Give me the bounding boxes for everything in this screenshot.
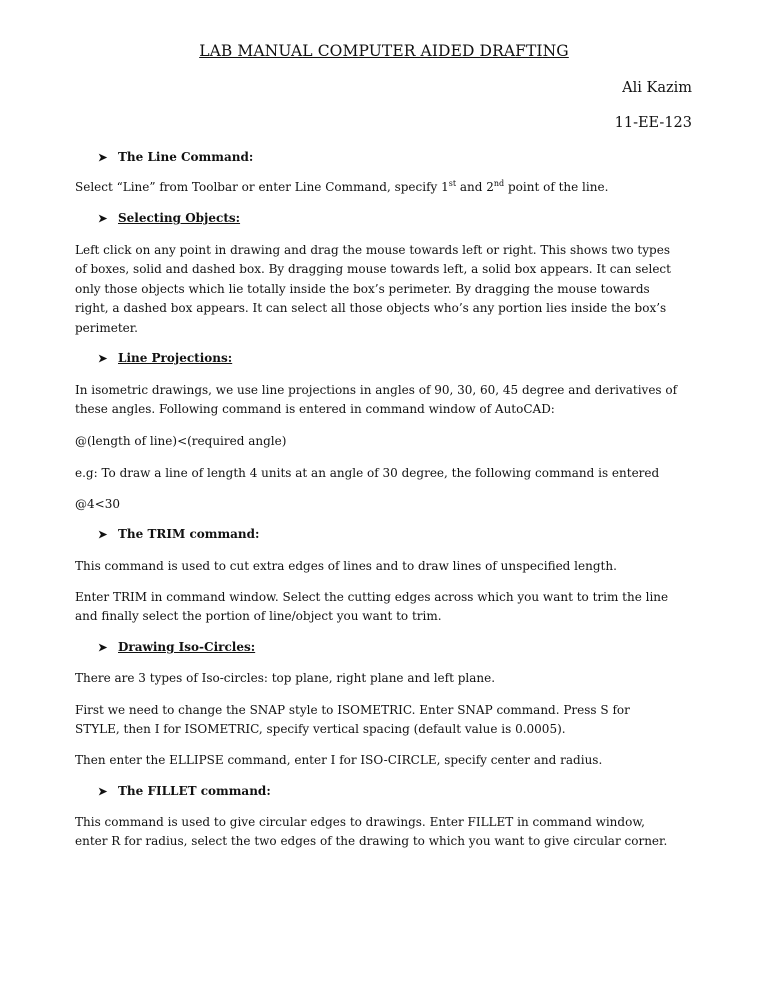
paragraph-line: perimeter. — [75, 320, 138, 335]
paragraph-line: right, a dashed box appears. It can select all those objects who’s any portion lies inside the box’s — [75, 301, 667, 316]
heading-text: Selecting Objects: — [118, 211, 241, 225]
paragraph-line: This command is used to give circular edges to drawings. Enter FILLET in command window, — [75, 815, 645, 829]
heading-text: Drawing Iso-Circles: — [118, 640, 256, 654]
paragraph-line: these angles. Following command is entered in command window of AutoCAD: — [75, 402, 555, 417]
paragraph-trim-2 — [75, 588, 693, 627]
example-command: @4<30 — [75, 497, 120, 511]
heading-text: The Line Command: — [118, 150, 254, 164]
paragraph-line: In isometric drawings, we use line projections in angles of 90, 30, 60, 45 degree and derivatives of — [75, 383, 678, 397]
paragraph-iso-circles-3: Then enter the ELLIPSE command, enter I for ISO-CIRCLE, specify center and radius. — [75, 753, 603, 767]
paragraph-fillet — [75, 813, 693, 852]
heading-line-command — [98, 150, 253, 164]
arrow-bullet-icon: ➤ — [98, 151, 108, 164]
author-name: Ali Kazim — [622, 80, 692, 96]
arrow-bullet-icon: ➤ — [98, 641, 108, 654]
paragraph-line: STYLE, then I for ISOMETRIC, specify vertical spacing (default value is 0.0005). — [75, 722, 566, 737]
paragraph-line: Enter TRIM in command window. Select the cutting edges across which you want to trim the line — [75, 590, 669, 604]
arrow-bullet-icon: ➤ — [98, 785, 108, 798]
heading-text: Line Projections: — [118, 351, 233, 365]
text-segment: Select “Line” from Toolbar or enter Line Command, specify 1 — [75, 180, 449, 194]
heading-fillet — [98, 784, 271, 798]
heading-text: The FILLET command: — [118, 784, 271, 798]
heading-trim — [98, 527, 259, 541]
heading-line-projections — [98, 351, 232, 365]
paragraph-line: enter R for radius, select the two edges of the drawing to which you want to give circular corner. — [75, 834, 668, 849]
paragraph-line: of boxes, solid and dashed box. By dragging mouse towards left, a solid box appears. It can select — [75, 262, 671, 277]
arrow-bullet-icon: ➤ — [98, 212, 108, 225]
arrow-bullet-icon: ➤ — [98, 352, 108, 365]
heading-selecting-objects — [98, 211, 240, 225]
author-id: 11-EE-123 — [614, 115, 692, 131]
paragraph-iso-circles-1: There are 3 types of Iso-circles: top plane, right plane and left plane. — [75, 671, 496, 685]
text-segment: point of the line. — [504, 180, 609, 194]
paragraph-trim-1: This command is used to cut extra edges of lines and to draw lines of unspecified length. — [75, 559, 617, 573]
document-title: LAB MANUAL COMPUTER AIDED DRAFTING — [199, 42, 569, 60]
paragraph-line-command — [75, 178, 693, 197]
heading-iso-circles — [98, 640, 255, 654]
heading-text: The TRIM command: — [118, 527, 260, 541]
paragraph-iso-circles-2 — [75, 701, 693, 740]
arrow-bullet-icon: ➤ — [98, 528, 108, 541]
paragraph-line: and finally select the portion of line/object you want to trim. — [75, 609, 442, 624]
paragraph-line: only those objects which lie totally inside the box’s perimeter. By dragging the mouse towards — [75, 281, 650, 296]
paragraph-line: Left click on any point in drawing and drag the mouse towards left or right. This shows two types — [75, 243, 670, 257]
paragraph-selecting-objects — [75, 241, 693, 338]
example-text: e.g: To draw a line of length 4 units at an angle of 30 degree, the following command is entered — [75, 466, 660, 480]
command-syntax: @(length of line)<(required angle) — [75, 434, 287, 448]
superscript-st: st — [448, 179, 457, 188]
paragraph-line-projections — [75, 381, 693, 420]
superscript-nd: nd — [493, 179, 505, 188]
text-segment: and 2 — [456, 180, 494, 194]
paragraph-line: First we need to change the SNAP style to ISOMETRIC. Enter SNAP command. Press S for — [75, 703, 630, 717]
